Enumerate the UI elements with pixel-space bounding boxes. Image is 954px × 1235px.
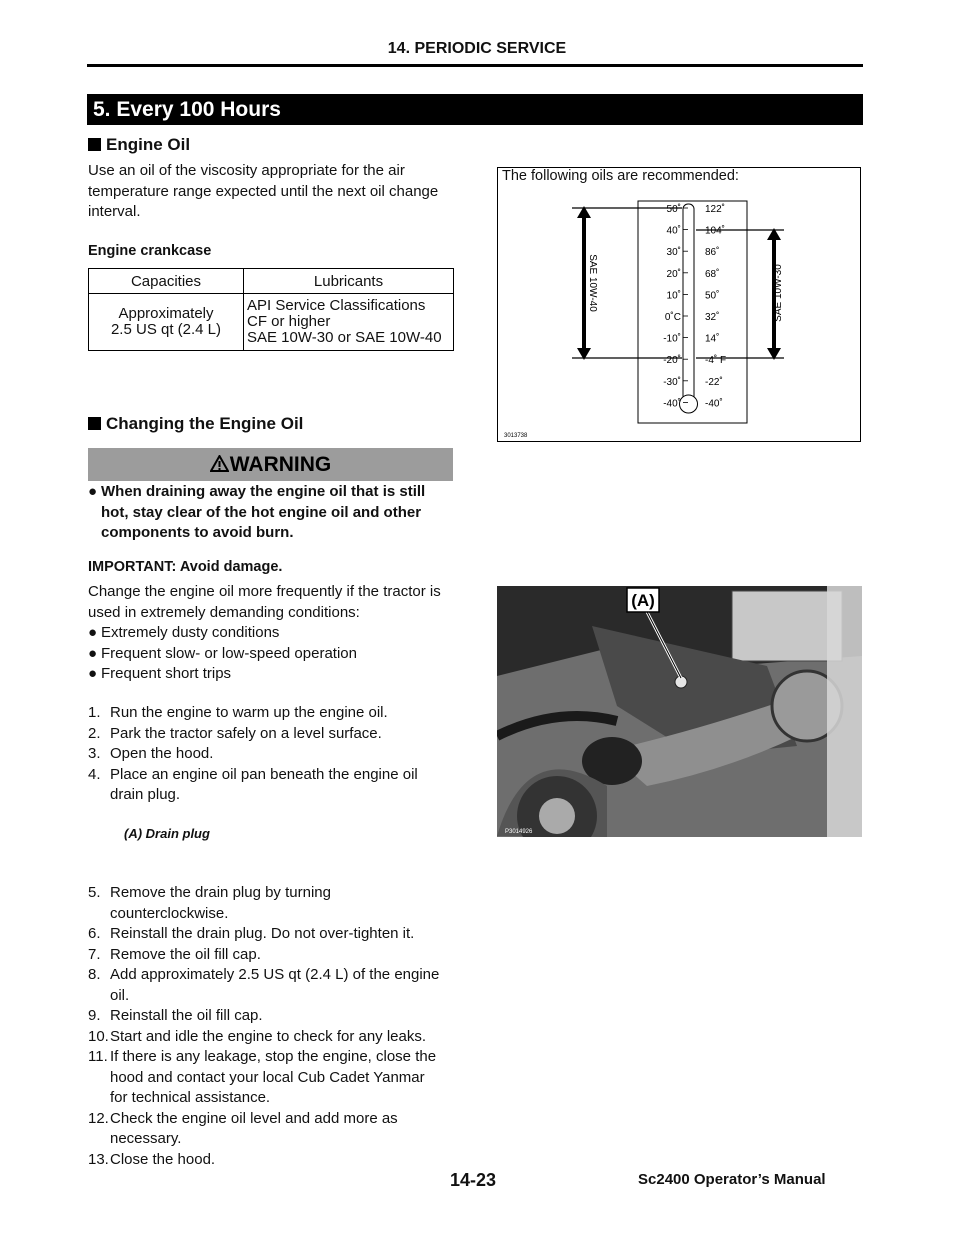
bullet-dot-icon: ● bbox=[88, 483, 98, 500]
square-bullet-icon bbox=[88, 417, 101, 430]
step-text: Remove the drain plug by turning bbox=[110, 884, 331, 901]
fahrenheit-tick-label: 104˚ bbox=[705, 225, 726, 237]
celsius-tick-label: 0˚C bbox=[664, 312, 681, 323]
step-number: 1. bbox=[88, 704, 101, 721]
step-text: Check the engine oil level and add more as bbox=[110, 1109, 398, 1127]
step-number: 9. bbox=[88, 1007, 101, 1024]
step-item bbox=[88, 744, 458, 765]
engine-oil-heading bbox=[88, 135, 190, 155]
bullet-dot-icon: ● bbox=[88, 644, 98, 662]
fahrenheit-tick-label: -22˚ bbox=[705, 376, 723, 388]
step-number: 6. bbox=[88, 925, 101, 942]
step-text: counterclockwise. bbox=[110, 904, 229, 922]
step-item bbox=[88, 945, 458, 966]
capacity-line: Approximately bbox=[118, 305, 214, 322]
warning-triangle-icon bbox=[210, 455, 229, 472]
table-header-lubricants: Lubricants bbox=[244, 269, 454, 294]
step-number: 13. bbox=[88, 1150, 109, 1168]
engine-oil-heading-text: Engine Oil bbox=[106, 135, 191, 154]
bullet-dot-icon: ● bbox=[88, 665, 98, 682]
step-item bbox=[88, 1006, 458, 1027]
condition-text: Extremely dusty conditions bbox=[101, 624, 280, 641]
list-item bbox=[88, 623, 458, 644]
fahrenheit-tick-label: -4˚ F bbox=[705, 355, 727, 367]
step-text: hood and contact your local Cub Cadet Yanmar bbox=[110, 1068, 425, 1086]
fahrenheit-tick-label: -40˚ bbox=[705, 398, 723, 410]
chart-figure-id: 3013738 bbox=[504, 433, 528, 439]
fahrenheit-tick-label: 122˚ bbox=[705, 204, 726, 215]
steps-list-b bbox=[88, 883, 458, 1170]
capacity-line: 2.5 US qt (2.4 L) bbox=[110, 321, 222, 338]
step-item bbox=[88, 765, 458, 806]
warning-banner bbox=[88, 448, 453, 481]
table-header-capacities: Capacities bbox=[89, 269, 244, 294]
drain-plug-photo bbox=[497, 586, 862, 837]
step-text: Park the tractor safely on a level surface. bbox=[110, 724, 382, 742]
viscosity-chart bbox=[497, 167, 861, 442]
changing-oil-heading bbox=[88, 414, 303, 434]
step-number: 10. bbox=[88, 1027, 109, 1045]
warning-text bbox=[88, 482, 458, 544]
capacity-table bbox=[88, 268, 454, 351]
step-number: 8. bbox=[88, 966, 101, 983]
step-item bbox=[88, 1027, 458, 1048]
lubricant-line: CF or higher bbox=[247, 313, 331, 330]
step-number: 5. bbox=[88, 884, 101, 901]
celsius-tick-label: -40˚ bbox=[663, 398, 681, 410]
fahrenheit-tick-label: 32˚ bbox=[705, 312, 720, 323]
step-text: Close the hood. bbox=[110, 1150, 216, 1168]
lubricant-line: API Service Classifications bbox=[247, 297, 426, 314]
conditions-list bbox=[88, 623, 458, 685]
manual-title: Sc2400 Operator’s Manual bbox=[638, 1171, 826, 1188]
viscosity-chart-graphic bbox=[498, 168, 860, 441]
step-item bbox=[88, 703, 458, 724]
list-item bbox=[88, 644, 458, 665]
warning-label: WARNING bbox=[229, 453, 332, 476]
step-number: 2. bbox=[88, 724, 101, 742]
step-number: 11. bbox=[88, 1048, 108, 1065]
celsius-tick-label: 40˚ bbox=[666, 225, 681, 237]
chart-caption: The following oils are recommended: bbox=[502, 168, 739, 184]
step-number: 7. bbox=[88, 945, 101, 963]
lubricant-line: SAE 10W-30 or SAE 10W-40 bbox=[247, 329, 442, 346]
fahrenheit-tick-label: 14˚ bbox=[705, 333, 720, 345]
step-number: 3. bbox=[88, 745, 101, 762]
warning-line: hot, stay clear of the hot engine oil and other bbox=[101, 503, 422, 521]
right-range-label: SAE 10W-30 bbox=[773, 264, 784, 322]
drain-plug-photo-graphic bbox=[497, 586, 862, 837]
change-line: used in extremely demanding conditions: bbox=[88, 603, 360, 621]
step-text: Place an engine oil pan beneath the engine oil bbox=[110, 765, 418, 783]
capacity-cell bbox=[89, 294, 244, 351]
step-text: necessary. bbox=[110, 1130, 182, 1147]
celsius-tick-label: -30˚ bbox=[663, 376, 681, 388]
celsius-tick-label: 20˚ bbox=[666, 268, 681, 280]
bullet-dot-icon: ● bbox=[88, 624, 98, 641]
lubricant-cell bbox=[244, 294, 454, 351]
step-text: oil. bbox=[110, 986, 130, 1004]
table-header-row bbox=[89, 269, 454, 294]
thermometer-bulb bbox=[680, 395, 698, 413]
change-frequency-text bbox=[88, 582, 458, 685]
important-notice: IMPORTANT: Avoid damage. bbox=[88, 559, 283, 575]
photo-callout-label: (A) bbox=[631, 591, 655, 610]
step-text: Reinstall the oil fill cap. bbox=[110, 1007, 263, 1024]
step-item bbox=[88, 1109, 458, 1150]
step-item bbox=[88, 965, 458, 1006]
page-number: 14-23 bbox=[450, 1170, 497, 1190]
list-item bbox=[88, 664, 458, 685]
step-item bbox=[88, 924, 458, 945]
engine-oil-intro bbox=[88, 161, 458, 223]
step-text: Add approximately 2.5 US qt (2.4 L) of the engine bbox=[110, 966, 440, 983]
condition-text: Frequent short trips bbox=[101, 665, 232, 682]
step-text: Start and idle the engine to check for any leaks. bbox=[110, 1027, 427, 1045]
step-text: Remove the oil fill cap. bbox=[110, 945, 261, 963]
changing-oil-heading-text: Changing the Engine Oil bbox=[106, 414, 304, 433]
square-bullet-icon bbox=[88, 138, 101, 151]
celsius-tick-label: 30˚ bbox=[666, 247, 681, 259]
fahrenheit-tick-label: 50˚ bbox=[705, 290, 720, 302]
intro-line: Use an oil of the viscosity appropriate for the air bbox=[88, 162, 405, 179]
step-item bbox=[88, 724, 458, 745]
fahrenheit-tick-label: 86˚ bbox=[705, 247, 720, 259]
warning-bullet-item bbox=[88, 482, 458, 544]
fahrenheit-tick-label: 68˚ bbox=[705, 268, 720, 280]
photo-caption: (A) Drain plug bbox=[124, 826, 210, 841]
table-row bbox=[89, 294, 454, 351]
photo-figure-id: P3014926 bbox=[505, 829, 533, 835]
intro-line: temperature range expected until the next oil change bbox=[88, 182, 439, 200]
step-item bbox=[88, 1047, 458, 1109]
step-text: Run the engine to warm up the engine oil. bbox=[110, 704, 388, 721]
page-header-title: 14. PERIODIC SERVICE bbox=[387, 40, 567, 57]
celsius-tick-label: 10˚ bbox=[666, 290, 681, 302]
intro-line: interval. bbox=[88, 203, 141, 220]
celsius-tick-label: -10˚ bbox=[663, 333, 681, 345]
crankcase-label: Engine crankcase bbox=[88, 243, 212, 259]
celsius-tick-label: 50˚ bbox=[666, 204, 681, 215]
step-text: for technical assistance. bbox=[110, 1089, 271, 1106]
warning-line: components to avoid burn. bbox=[101, 524, 294, 541]
header-divider bbox=[87, 64, 863, 67]
section-title-bar: 5. Every 100 Hours bbox=[87, 94, 863, 125]
step-number: 12. bbox=[88, 1109, 109, 1127]
step-number: 4. bbox=[88, 765, 101, 783]
change-line: Change the engine oil more frequently if the tractor is bbox=[88, 583, 441, 600]
warning-line: When draining away the engine oil that is still bbox=[101, 483, 426, 500]
left-range-label: SAE 10W-40 bbox=[587, 254, 598, 312]
step-text: Reinstall the drain plug. Do not over-tighten it. bbox=[110, 925, 415, 942]
condition-text: Frequent slow- or low-speed operation bbox=[101, 644, 357, 662]
step-text: Open the hood. bbox=[110, 745, 214, 762]
step-item bbox=[88, 883, 458, 924]
step-text: If there is any leakage, stop the engine, close the bbox=[110, 1048, 437, 1065]
celsius-tick-label: -20˚ bbox=[663, 355, 681, 367]
steps-list-a bbox=[88, 703, 458, 806]
thermometer-tube bbox=[683, 204, 694, 404]
step-text: drain plug. bbox=[110, 786, 181, 803]
step-item bbox=[88, 1150, 458, 1171]
